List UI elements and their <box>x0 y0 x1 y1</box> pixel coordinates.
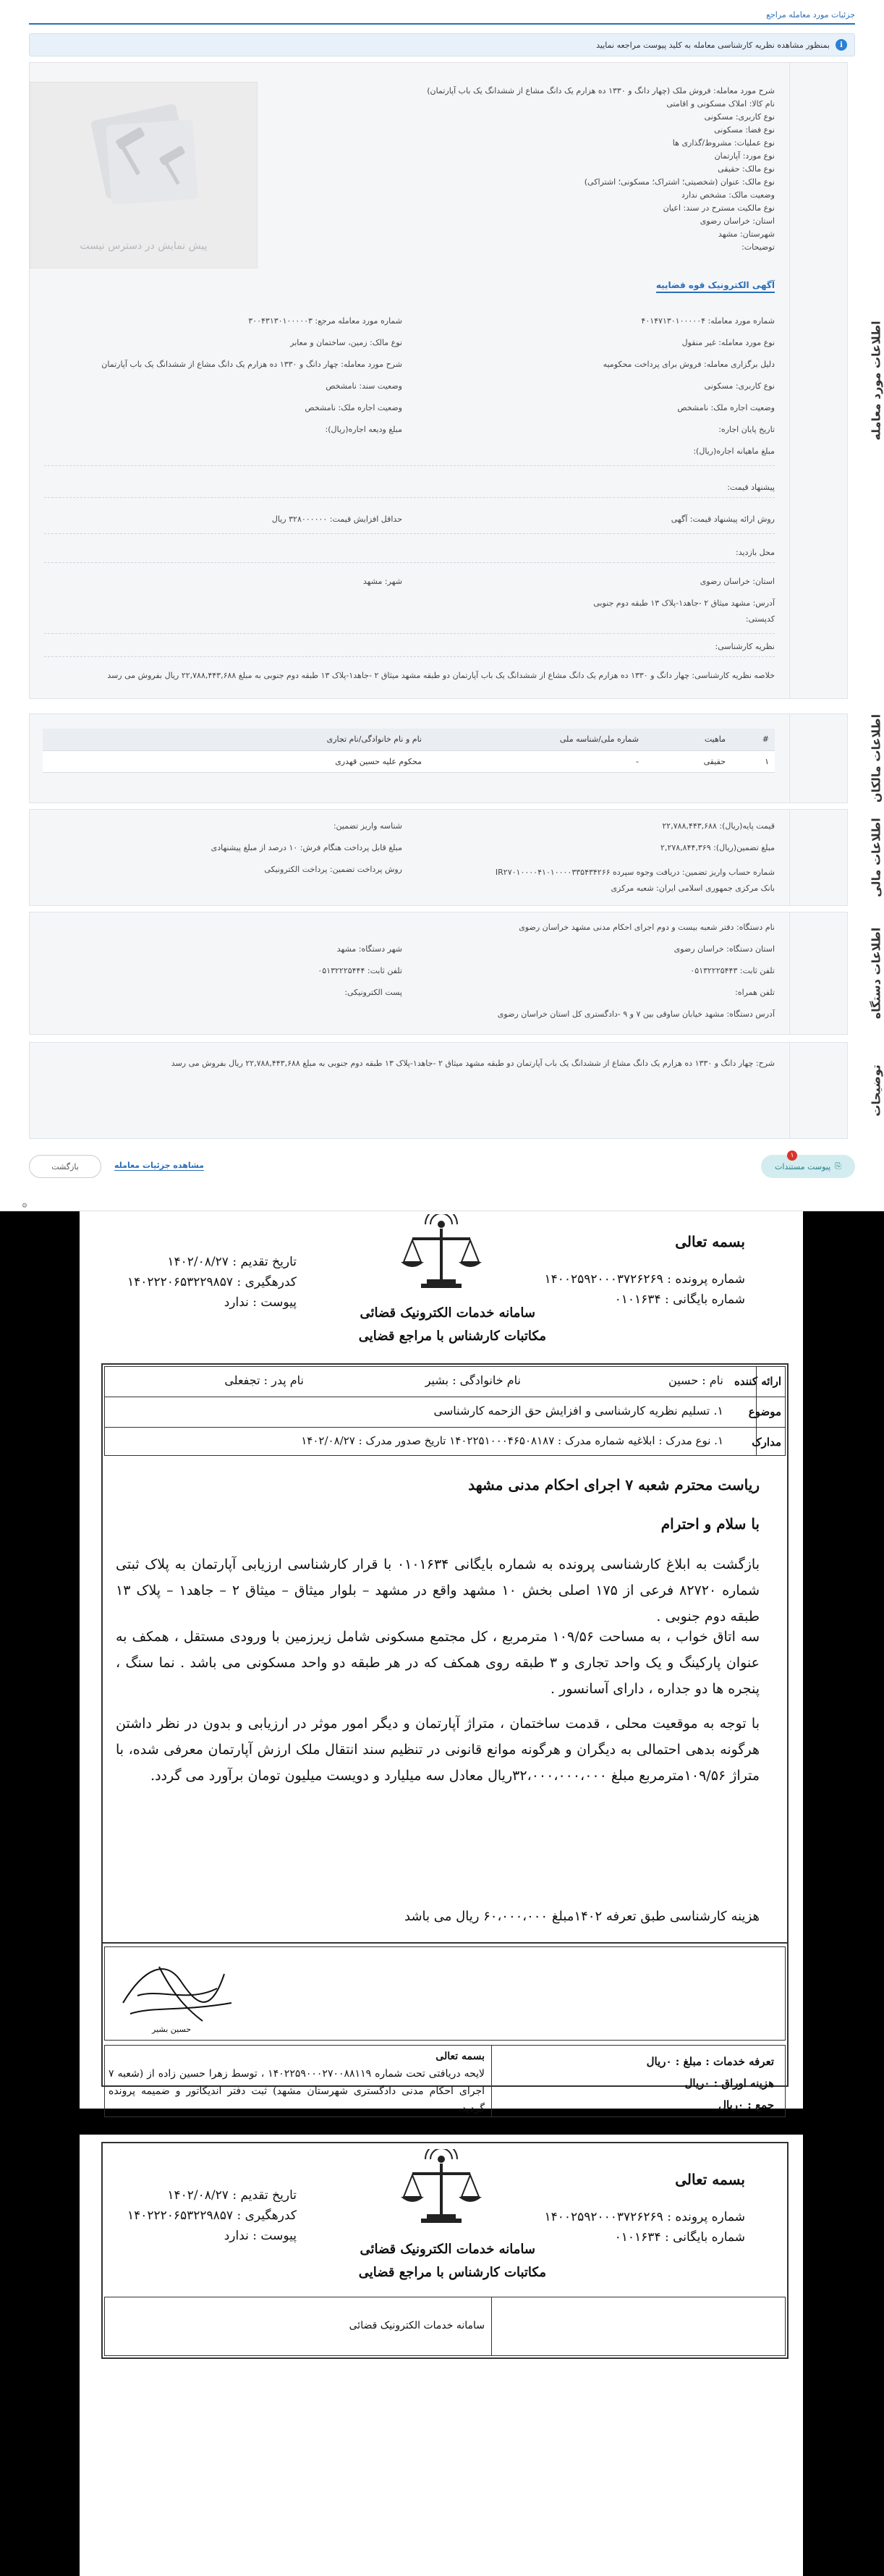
signature-image <box>116 1952 239 2025</box>
price-section-title: پیشنهاد قیمت: <box>727 483 775 492</box>
view-details-link[interactable]: مشاهده جزئیات معامله <box>114 1161 204 1170</box>
viewer-settings-icon[interactable]: ⚙ <box>22 1203 28 1210</box>
page-title: جزئیات مورد معامله مراجع <box>766 10 855 20</box>
summary-line: نوع کاربری: مسکونی <box>704 112 775 122</box>
owners-section <box>29 713 883 803</box>
field-right: تاریخ پایان اجاره: <box>718 425 775 434</box>
doc2-footer-cell: سامانه خدمات الکترونیک قضائی <box>349 2320 485 2331</box>
authority-city: شهر دستگاه: مشهد <box>336 944 402 954</box>
doc2-table-divider <box>491 2297 492 2356</box>
col-index: # <box>731 729 775 750</box>
guarantee-id: شناسه واریز تضمین: <box>333 821 402 831</box>
description-header <box>789 1043 883 1138</box>
col-type: ماهیت <box>645 729 731 750</box>
owners-header <box>789 713 883 803</box>
authority-address: آدرس دستگاه: مشهد خیابان ساوقی بین ۷ و ۹ -دادگستری کل استان خراسان رضوی <box>497 1009 775 1019</box>
title-underline <box>29 23 855 25</box>
doc2-tracking: کدرهگیری : ۱۴۰۲۲۲۰۶۵۳۲۲۹۸۵۷ <box>127 2208 297 2223</box>
deal-info-section <box>29 62 883 699</box>
attachments-button[interactable] <box>761 1155 855 1178</box>
field-left: وضعیت اجاره ملک: نامشخص <box>305 403 402 412</box>
description-section <box>29 1042 883 1139</box>
description-title: توضیحات <box>869 1064 883 1117</box>
divider <box>44 562 775 563</box>
document-page-1 <box>80 1211 803 2114</box>
deal-details-page <box>0 0 884 1201</box>
doc-submitter-family: نام خانوادگی : بشیر <box>425 1373 521 1387</box>
doc-section-line <box>101 1942 789 1944</box>
col-national-id: شماره ملی/شناسه ملی <box>428 729 645 750</box>
doc2-file-no: شماره پرونده : ۱۴۰۰۲۵۹۲۰۰۰۳۷۲۶۲۶۹ <box>544 2210 745 2224</box>
back-button[interactable]: بازگشت <box>29 1155 101 1178</box>
price-min-increase: حداقل افزایش قیمت: ۳۲۸۰۰۰۰۰۰ ریال <box>271 514 402 524</box>
doc-greeting: با سلام و احترام <box>660 1515 760 1533</box>
doc-fee: هزینه کارشناسی طبق تعرفه ۱۴۰۲مبلغ ۶۰،۰۰۰،۰۰۰ ریال می باشد <box>404 1909 760 1924</box>
viewer-toolbar <box>0 1201 884 1211</box>
field-left: نوع مالک: زمین، ساختمان و معابر <box>290 338 402 347</box>
authority-name: نام دستگاه: دفتر شعبه بیست و دوم اجرای احکام مدنی مشهد خراسان رضوی <box>519 923 775 932</box>
doc-paper-cost: هزینه اوراق : ۰ریال <box>684 2077 774 2090</box>
field-right: دلیل برگزاری معامله: فروش برای پرداخت محکومیه <box>603 360 775 369</box>
summary-line: وضعیت مالک: مشخص ندارد <box>681 190 775 200</box>
guarantee-method: روش پرداخت تضمین: پرداخت الکترونیکی <box>264 865 402 874</box>
owners-title: اطلاعات مالکان <box>869 713 883 803</box>
summary-line: استان: خراسان رضوی <box>700 216 775 226</box>
field-right: مبلغ ماهیانه اجاره(ریال): <box>693 446 775 456</box>
electronic-ad-link[interactable]: آگهی الکترونیک قوه قضاییه <box>656 280 775 293</box>
doc-org-line2: مکاتبات کارشناس با مراجع قضایی <box>358 1329 546 1344</box>
doc-submitter-label: ارائه کننده <box>734 1375 781 1388</box>
summary-line: نام کالا: املاک مسکونی و اقامتی <box>666 99 775 109</box>
doc-total: جمع : ۰ریال <box>718 2098 774 2111</box>
owner-type: حقیقی <box>645 750 731 772</box>
table-row <box>43 750 775 772</box>
doc-submitter-name: نام : حسین <box>668 1373 723 1387</box>
doc-paragraph-1: بازگشت به ابلاغ کارشناسی پرونده به شماره بایگانی ۰۱۰۱۶۳۴ با قرار کارشناسی ارزیابی آپارتمان به پلاک ثبتی شماره ۸۲۷۲۰ فرعی از ۱۷۵ اصلی بخش ۱۰ مشهد واقع در مشهد – بلوار میثاق – میثاق ۲ – جاهد۱ – پلاک ۱۳ طبقه دوم جنوبی . <box>116 1556 760 1624</box>
doc-receipt-text: لایحه دریافتی تحت شماره ۱۴۰۲۲۵۹۰۰۰۲۷۰۰۸۸۱۱۹ ، توسط زهرا حسین زاده از (شعبه ۷ اجرای احکام مدنی دادگستری شهرستان مشهد) ثبت دفتر اندیکاتور و ضمیمه پرونده گردید. <box>109 2068 485 2114</box>
doc2-archive-no: شماره بایگانی : ۰۱۰۱۶۳۴ <box>614 2230 745 2245</box>
doc-paragraph-3: با توجه به موقعیت محلی ، قدمت ساختمان ، متراژ آپارتمان و دیگر امور موثر در ارزیابی و بدون در نظر داشتن هرگونه بدهی احتمالی به دیگران و هرگونه موانع قانونی در تنظیم سند انتقال ملک ارزش آپارتمان معرفی شده، با متراژ ۱۰۹/۵۶مترمربع مبلغ ۳۲،۰۰۰،۰۰۰،۰۰۰ریال معادل سه میلیارد و دویست میلیون تومان برآورد می گردد. <box>116 1716 760 1784</box>
authority-mobile: تلفن همراه: <box>735 988 775 997</box>
visit-province: استان: خراسان رضوی <box>700 577 775 586</box>
financial-header <box>789 810 883 905</box>
divider <box>44 656 775 657</box>
doc-attachment: پیوست : ندارد <box>224 1295 297 1310</box>
divider <box>44 497 775 498</box>
doc-signer-name: حسین بشیر <box>152 2025 192 2034</box>
price-method: روش ارائه پیشنهاد قیمت: آگهی <box>671 514 775 524</box>
image-placeholder-text: پیش نمایش در دسترس نیست <box>80 240 208 252</box>
doc-receipt-title: بسمه تعالی <box>435 2051 485 2062</box>
authority-email: پست الکترونیکی: <box>344 988 402 997</box>
col-name: نام و نام خانوادگی/نام تجاری <box>43 729 428 750</box>
doc-submit-date: تاریخ تقدیم : ۱۴۰۲/۰۸/۲۷ <box>167 1255 297 1269</box>
deal-info-title: اطلاعات مورد معامله <box>869 321 883 441</box>
doc-archive-no: شماره بایگانی : ۰۱۰۱۶۳۴ <box>614 1292 745 1307</box>
summary-line: نوع عملیات: مشروط/گذاری ها <box>672 138 775 148</box>
paperclip-icon: ⎘ <box>835 1161 841 1171</box>
field-left: مبلغ ودیعه اجاره(ریال): <box>325 425 402 434</box>
guarantee-account: شماره حساب واریز تضمین: دریافت وجوه سپرده IR۲۷۰۱۰۰۰۰۴۱۰۱۰۰۰۰۳۳۵۴۳۴۲۶۶ بانک مرکزی جمهوری اسلامی ایران: شعبه مرکزی <box>495 868 775 893</box>
visit-place-title: محل بازدید: <box>736 548 775 557</box>
visit-address: آدرس: مشهد میثاق ۲ -جاهد۱-پلاک ۱۳ طبقه دوم جنوبی <box>593 598 775 608</box>
expert-title: نظریه کارشناسی: <box>715 642 775 651</box>
attachments-label: پیوست مستندات <box>775 1161 831 1172</box>
description-text: شرح: چهار دانگ و ۱۳۳۰ ده هزارم یک دانگ مشاع از ششدانگ یک باب آپارتمان دو طبقه مشهد میثاق ۲ -جاهد۱-پلاک ۱۳ طبقه دوم جنوبی به مبلغ ۲۲,۷۸۸,۴۴۳,۶۸۸ ریال بفروش می رسد <box>171 1059 775 1068</box>
divider <box>44 633 775 634</box>
visit-postal: کدپستی: <box>745 614 775 624</box>
info-icon: i <box>836 39 847 51</box>
financial-title: اطلاعات مالی <box>869 818 883 897</box>
owners-table-header <box>43 729 775 750</box>
summary-line: نوع فضا: مسکونی <box>714 125 775 135</box>
doc-subject-label: موضوع <box>748 1405 781 1418</box>
document-viewer <box>0 1201 884 2576</box>
owner-name: محکوم علیه حسین قهدری <box>43 750 428 772</box>
authority-phone: تلفن ثابت: ۰۵۱۳۲۲۲۵۴۴۳ <box>690 966 775 975</box>
doc-basmala: بسمه تعالی <box>675 1233 745 1250</box>
deal-info-header <box>789 63 883 698</box>
owners-table <box>43 729 775 773</box>
authority-phone-2: تلفن ثابت: ۰۵۱۳۲۲۲۵۴۴۴ <box>318 966 402 975</box>
doc-org-line1: سامانه خدمات الکترونیک قضائی <box>360 1305 535 1321</box>
payable-at-sale: مبلغ قابل پرداخت هنگام فرش: ۱۰ درصد از مبلغ پیشنهادی <box>211 843 402 852</box>
doc-table-row-line <box>104 1427 786 1428</box>
visit-city: شهر: مشهد <box>362 577 402 586</box>
scales-of-justice-icon <box>398 2149 485 2229</box>
authority-province: استان دستگاه: خراسان رضوی <box>673 944 775 954</box>
image-placeholder <box>30 82 258 268</box>
financial-section <box>29 809 883 906</box>
attachment-count-badge: ۱ <box>787 1151 797 1161</box>
divider <box>44 465 775 466</box>
doc-tracking: کدرهگیری : ۱۴۰۲۲۲۰۶۵۳۲۲۹۸۵۷ <box>127 1275 297 1289</box>
authority-header <box>789 912 883 1034</box>
gavel-icon <box>29 82 257 227</box>
summary-line: نوع مالکیت مسترح در سند: اعیان <box>663 203 775 213</box>
doc-addressee: ریاست محترم شعبه ۷ اجرای احکام مدنی مشهد <box>468 1476 760 1494</box>
doc2-submit-date: تاریخ تقدیم : ۱۴۰۲/۰۸/۲۷ <box>167 2188 297 2203</box>
doc-submitter-father: نام پدر : تجفعلی <box>224 1373 304 1387</box>
field-left: وضعیت سند: نامشخص <box>326 381 402 391</box>
divider <box>44 533 775 534</box>
doc-docs: ۱. نوع مدرک : ابلاغیه شماره مدرک : ۱۴۰۲۲۵۱۰۰۰۴۶۵۰۸۱۸۷ تاریخ صدور مدرک : ۱۴۰۲/۰۸/۲۷ <box>301 1434 723 1447</box>
doc-tariff: تعرفه خدمات : مبلغ : ۰ریال <box>646 2055 774 2068</box>
doc-subject: ۱. تسلیم نظریه کارشناسی و افزایش حق الزحمه کارشناسی <box>433 1404 723 1418</box>
guarantee-amount: مبلغ تضمین(ریال): ۲,۲۷۸,۸۴۴,۳۶۹ <box>660 843 775 852</box>
doc-docs-label: مدارک <box>752 1436 781 1449</box>
scales-of-justice-icon <box>398 1214 485 1294</box>
field-right: وضعیت اجاره ملک: نامشخص <box>677 403 775 412</box>
base-price: قیمت پایه(ریال): ۲۲,۷۸۸,۴۴۳,۶۸۸ <box>662 821 775 831</box>
doc-paragraph-2: سه اتاق خواب ، به مساحت ۱۰۹/۵۶ مترمربع ، کل مجتمع مسکونی شامل زیرزمین با ورودی مستقل ، همکف به عنوان پارکینگ و یک واحد تجاری و ۳ طبقه روی همکف که در هر طبقه دو واحد مسکونی می باشد . نما سنگ ، پنجره ها دو جداره ، دارای آسانسور . <box>116 1629 760 1697</box>
notice-bar <box>29 33 855 56</box>
doc2-org-line1: سامانه خدمات الکترونیک قضائی <box>360 2242 535 2257</box>
doc-receipt-divider <box>491 2045 492 2117</box>
field-right: نوع کاربری: مسکونی <box>704 381 775 391</box>
authority-section <box>29 912 883 1035</box>
doc2-basmala: بسمه تعالی <box>675 2171 745 2188</box>
expert-summary: خلاصه نظریه کارشناسی: چهار دانگ و ۱۳۳۰ ده هزارم یک دانگ مشاع از ششدانگ یک باب آپارتمان دو طبقه مشهد میثاق ۲ -جاهد۱-پلاک ۱۳ طبقه دوم جنوبی به مبلغ ۲۲,۷۸۸,۴۴۳,۶۸۸ ریال بفروش می رسد <box>107 671 775 680</box>
doc2-org-line2: مکاتبات کارشناس با مراجع قضایی <box>358 2265 546 2280</box>
summary-line: شرح مورد معامله: فروش ملک (چهار دانگ و ۱۳۳۰ ده هزارم یک دانگ مشاع از ششدانگ یک باب آپارتمان) <box>427 86 775 96</box>
doc-file-no: شماره پرونده : ۱۴۰۰۲۵۹۲۰۰۰۳۷۲۶۲۶۹ <box>544 1272 745 1287</box>
field-left: شرح مورد معامله: چهار دانگ و ۱۳۳۰ ده هزارم یک دانگ مشاع از ششدانگ یک باب آپارتمان <box>101 360 402 369</box>
summary-line: شهرستان: مشهد <box>718 229 775 239</box>
doc2-attachment: پیوست : ندارد <box>224 2229 297 2243</box>
owner-national-id: - <box>428 750 645 772</box>
field-right: شماره مورد معامله: ۴۰۱۴۷۱۳۰۱۰۰۰۰۰۴ <box>641 316 775 326</box>
summary-line: توضیحات: <box>741 242 775 252</box>
field-left: شماره مورد معامله مرجع: ۳۰۰۴۳۱۳۰۱۰۰۰۰۰۳ <box>248 316 402 326</box>
owner-index: ۱ <box>731 750 775 772</box>
field-right: نوع مورد معامله: غیر منقول <box>681 338 775 347</box>
summary-line: نوع مالک: حقیقی <box>718 164 775 174</box>
notice-text: بمنظور مشاهده نظریه کارشناسی معامله به کلید پیوست مراجعه نمایید <box>596 40 830 50</box>
summary-line: نوع مالک: عنوان (شخصیتی؛ اشتراک؛ مسکونی؛ اشتراکی) <box>584 177 775 187</box>
document-page-2 <box>80 2135 803 2576</box>
authority-title: اطلاعات دستگاه <box>869 927 883 1020</box>
summary-line: نوع مورد: آپارتمان <box>714 151 775 161</box>
